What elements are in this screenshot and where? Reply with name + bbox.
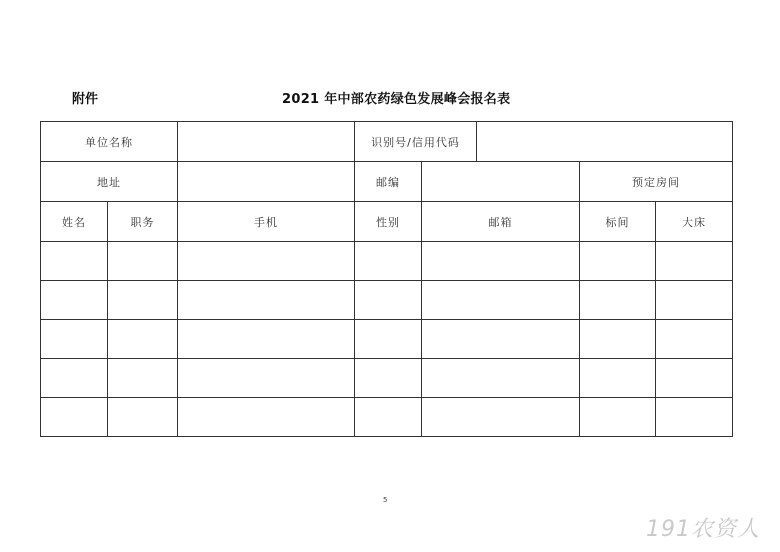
col-header-email: 邮箱 xyxy=(422,202,580,242)
postcode-label: 邮编 xyxy=(355,162,422,202)
mobile-cell[interactable] xyxy=(178,359,355,398)
name-cell[interactable] xyxy=(41,281,108,320)
mobile-cell[interactable] xyxy=(178,320,355,359)
address-row xyxy=(41,162,733,202)
standard-room-cell[interactable] xyxy=(580,398,656,437)
position-cell[interactable] xyxy=(108,320,178,359)
mobile-cell[interactable] xyxy=(178,398,355,437)
address-field[interactable] xyxy=(178,162,355,202)
col-header-standard-room: 标间 xyxy=(580,202,656,242)
king-bed-cell[interactable] xyxy=(656,320,733,359)
email-cell[interactable] xyxy=(422,281,580,320)
position-cell[interactable] xyxy=(108,242,178,281)
col-header-king-bed: 大床 xyxy=(656,202,733,242)
gender-cell[interactable] xyxy=(355,359,422,398)
col-header-name: 姓名 xyxy=(41,202,108,242)
standard-room-cell[interactable] xyxy=(580,242,656,281)
registration-form-table xyxy=(40,121,733,437)
name-cell[interactable] xyxy=(41,398,108,437)
standard-room-cell[interactable] xyxy=(580,359,656,398)
mobile-cell[interactable] xyxy=(178,242,355,281)
table-row xyxy=(41,359,733,398)
attachment-label: 附件 xyxy=(72,92,99,107)
king-bed-cell[interactable] xyxy=(656,242,733,281)
room-booking-label: 预定房间 xyxy=(580,162,733,202)
email-cell[interactable] xyxy=(422,320,580,359)
unit-row xyxy=(41,122,733,162)
unit-name-field[interactable] xyxy=(178,122,355,162)
col-header-gender: 性别 xyxy=(355,202,422,242)
address-label: 地址 xyxy=(41,162,178,202)
id-code-label: 识别号/信用代码 xyxy=(355,122,477,162)
position-cell[interactable] xyxy=(108,398,178,437)
table-row xyxy=(41,320,733,359)
table-row xyxy=(41,398,733,437)
gender-cell[interactable] xyxy=(355,320,422,359)
col-header-mobile: 手机 xyxy=(178,202,355,242)
form-title: 2021 年中部农药绿色发展峰会报名表 xyxy=(282,92,511,107)
unit-name-label: 单位名称 xyxy=(41,122,178,162)
mobile-cell[interactable] xyxy=(178,281,355,320)
name-cell[interactable] xyxy=(41,242,108,281)
email-cell[interactable] xyxy=(422,398,580,437)
position-cell[interactable] xyxy=(108,359,178,398)
position-cell[interactable] xyxy=(108,281,178,320)
king-bed-cell[interactable] xyxy=(656,281,733,320)
gender-cell[interactable] xyxy=(355,398,422,437)
watermark-logo: 191农资人 xyxy=(646,517,760,542)
king-bed-cell[interactable] xyxy=(656,398,733,437)
gender-cell[interactable] xyxy=(355,281,422,320)
email-cell[interactable] xyxy=(422,242,580,281)
name-cell[interactable] xyxy=(41,359,108,398)
postcode-field[interactable] xyxy=(422,162,580,202)
gender-cell[interactable] xyxy=(355,242,422,281)
column-header-row xyxy=(41,202,733,242)
id-code-field[interactable] xyxy=(477,122,733,162)
standard-room-cell[interactable] xyxy=(580,320,656,359)
table-row xyxy=(41,242,733,281)
name-cell[interactable] xyxy=(41,320,108,359)
page-number: 5 xyxy=(383,496,388,504)
col-header-position: 职务 xyxy=(108,202,178,242)
standard-room-cell[interactable] xyxy=(580,281,656,320)
email-cell[interactable] xyxy=(422,359,580,398)
king-bed-cell[interactable] xyxy=(656,359,733,398)
table-row xyxy=(41,281,733,320)
